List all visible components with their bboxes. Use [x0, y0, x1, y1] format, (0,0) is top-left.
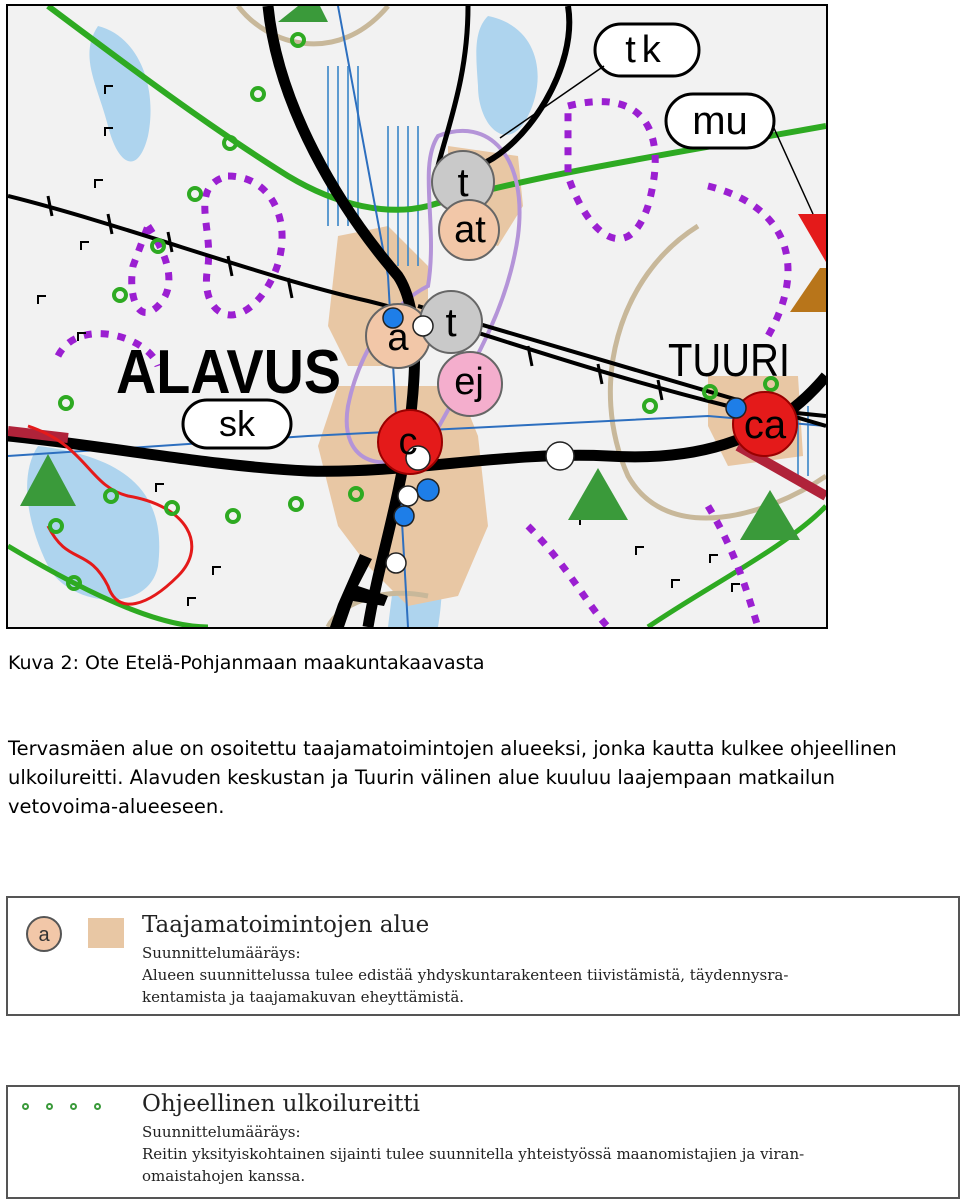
legend-title: Taajamatoimintojen alue: [142, 912, 430, 938]
map-excerpt: [6, 4, 828, 629]
legend-symbol-circle: a: [26, 916, 62, 952]
legend-line: kentamista ja taajamakuvan eheyttämistä.: [142, 988, 465, 1006]
legend-title: Ohjeellinen ulkoilureitti: [142, 1091, 420, 1117]
map-canvas: [8, 6, 826, 627]
label-c: c: [398, 421, 418, 463]
label-t-mid: t: [445, 301, 457, 345]
legend-line: omaistahojen kanssa.: [142, 1167, 306, 1185]
label-alavus: ALAVUS: [116, 338, 341, 407]
label-ej: ej: [454, 361, 484, 403]
route-dot: [46, 1103, 53, 1110]
label-ca: ca: [743, 403, 787, 447]
legend-urban-area: [6, 896, 960, 1016]
label-at: at: [454, 209, 486, 251]
legend-subtitle: Suunnittelumääräys:: [142, 944, 301, 962]
label-t-top: t: [457, 161, 469, 205]
legend-line: Alueen suunnittelussa tulee edistää yhdyskuntarakenteen tiivistämistä, täydennysra-: [142, 966, 789, 984]
body-paragraph: Tervasmäen alue on osoitettu taajamatoimintojen alueeksi, jonka kautta kulkee ohjeellinen ulkoilureitti. Alavuden keskustan ja Tuurin välinen alue kuuluu laajempaan matkailun vetovoima-alueeseen.: [8, 737, 897, 818]
label-sk: sk: [219, 403, 255, 444]
label-mu: mu: [692, 99, 748, 143]
legend-subtitle: Suunnittelumääräys:: [142, 1123, 301, 1141]
figure-caption: Kuva 2: Ote Etelä-Pohjanmaan maakuntakaavasta: [8, 652, 485, 674]
label-tk: tk: [625, 29, 667, 71]
legend-line: Reitin yksityiskohtainen sijainti tulee suunnitella yhteistyössä maanomistajien ja viran-: [142, 1145, 805, 1163]
legend-symbol-square: [88, 918, 124, 948]
legend-outdoor-route: [6, 1085, 960, 1199]
label-a: a: [387, 317, 409, 359]
label-tuuri: TUURI: [668, 334, 790, 386]
route-dot: [94, 1103, 101, 1110]
route-dot: [70, 1103, 77, 1110]
route-dot: [22, 1103, 29, 1110]
